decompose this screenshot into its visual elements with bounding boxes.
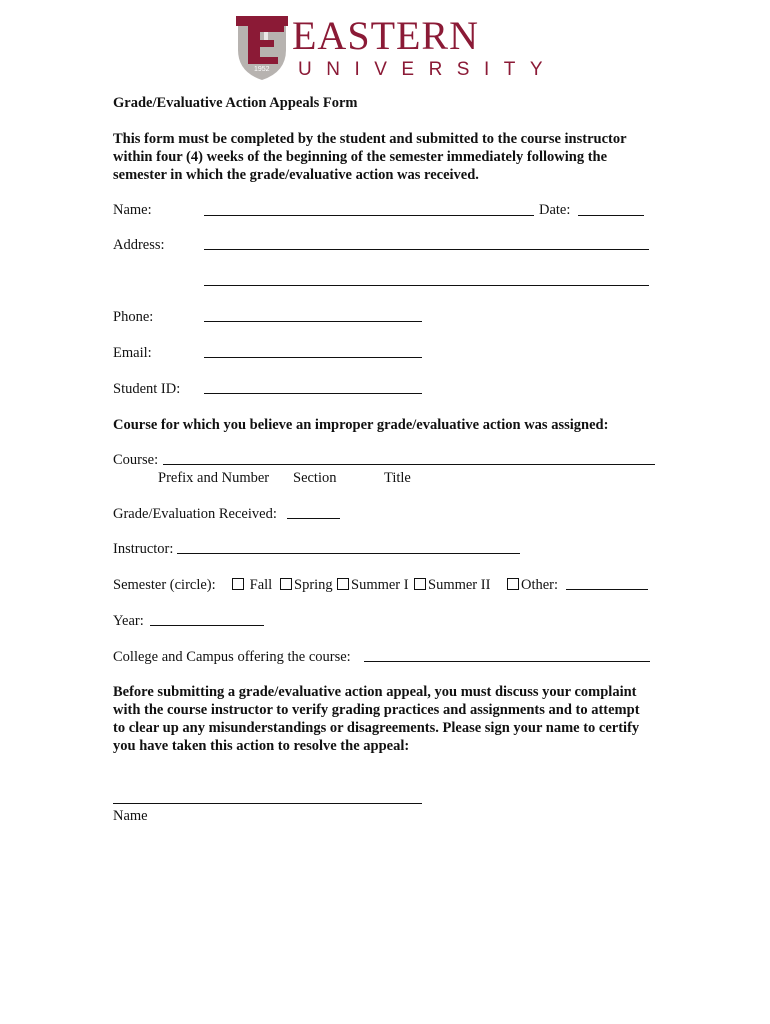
year-label: Year: — [113, 613, 144, 629]
date-label: Date: — [539, 202, 571, 218]
date-field[interactable] — [578, 215, 644, 216]
name-label: Name: — [113, 202, 152, 218]
logo-wordmark-university: UNIVERSITY — [298, 59, 558, 80]
email-field[interactable] — [204, 357, 422, 358]
semester-option-summer-1[interactable] — [337, 576, 409, 594]
intro-paragraph: This form must be completed by the student and submitted to the course instructor within four (4) weeks of the beginning of the semester immediately following the semester in which the grade/evaluative action was received. — [113, 131, 627, 183]
checkbox-summer-2[interactable] — [414, 578, 426, 590]
grade-received-field[interactable] — [287, 518, 340, 519]
course-label: Course: — [113, 452, 159, 468]
semester-option-spring[interactable] — [280, 576, 333, 594]
logo-wordmark-eastern: EASTERN — [292, 13, 479, 58]
college-label: College and Campus offering the course: — [113, 649, 351, 665]
grade-received-label: Grade/Evaluation Received: — [113, 506, 277, 522]
checkbox-other[interactable] — [507, 578, 519, 590]
course-heading: Course for which you believe an improper grade/evaluative action was assigned: — [113, 417, 609, 433]
eastern-university-logo — [234, 13, 558, 82]
logo-year: 1952 — [254, 66, 270, 73]
semester-option-other[interactable] — [507, 576, 558, 594]
student-id-label: Student ID: — [113, 381, 181, 397]
semester-label: Semester (circle): — [113, 577, 216, 593]
name-field[interactable] — [204, 215, 534, 216]
student-id-field[interactable] — [204, 393, 422, 394]
course-sublabel-section: Section — [293, 470, 337, 486]
checkbox-summer-1[interactable] — [337, 578, 349, 590]
semester-option-fall[interactable] — [232, 576, 272, 594]
checkbox-spring[interactable] — [280, 578, 292, 590]
semester-option-summer-2-label: Summer II — [428, 577, 491, 593]
address-field-line-1[interactable] — [204, 249, 649, 250]
course-sublabel-prefix: Prefix and Number — [158, 470, 270, 486]
semester-option-fall-label: Fall — [249, 577, 273, 593]
course-field[interactable] — [163, 464, 655, 465]
form-title: Grade/Evaluative Action Appeals Form — [113, 95, 358, 111]
semester-other-field[interactable] — [566, 589, 648, 590]
checkbox-fall[interactable] — [232, 578, 244, 590]
course-sublabel-title: Title — [384, 470, 411, 486]
semester-option-spring-label: Spring — [294, 577, 333, 593]
semester-option-other-label: Other: — [521, 577, 559, 593]
address-label: Address: — [113, 237, 165, 253]
phone-field[interactable] — [204, 321, 422, 322]
certification-paragraph: Before submitting a grade/evaluative action appeal, you must discuss your complaint with the course instructor to verify grading practices and assignments and to attempt to clear up any misunderstandings or disagreements. Please sign your name to certify you have taken this action to resolve the appeal: — [113, 684, 640, 754]
semester-option-summer-2[interactable] — [414, 576, 490, 594]
email-label: Email: — [113, 345, 152, 361]
signature-label: Name — [113, 808, 148, 824]
semester-option-summer-1-label: Summer I — [351, 577, 409, 593]
year-field[interactable] — [150, 625, 264, 626]
instructor-label: Instructor: — [113, 541, 174, 557]
college-field[interactable] — [364, 661, 650, 662]
phone-label: Phone: — [113, 309, 154, 325]
signature-field[interactable] — [113, 803, 422, 804]
address-field-line-2[interactable] — [204, 285, 649, 286]
instructor-field[interactable] — [177, 553, 520, 554]
